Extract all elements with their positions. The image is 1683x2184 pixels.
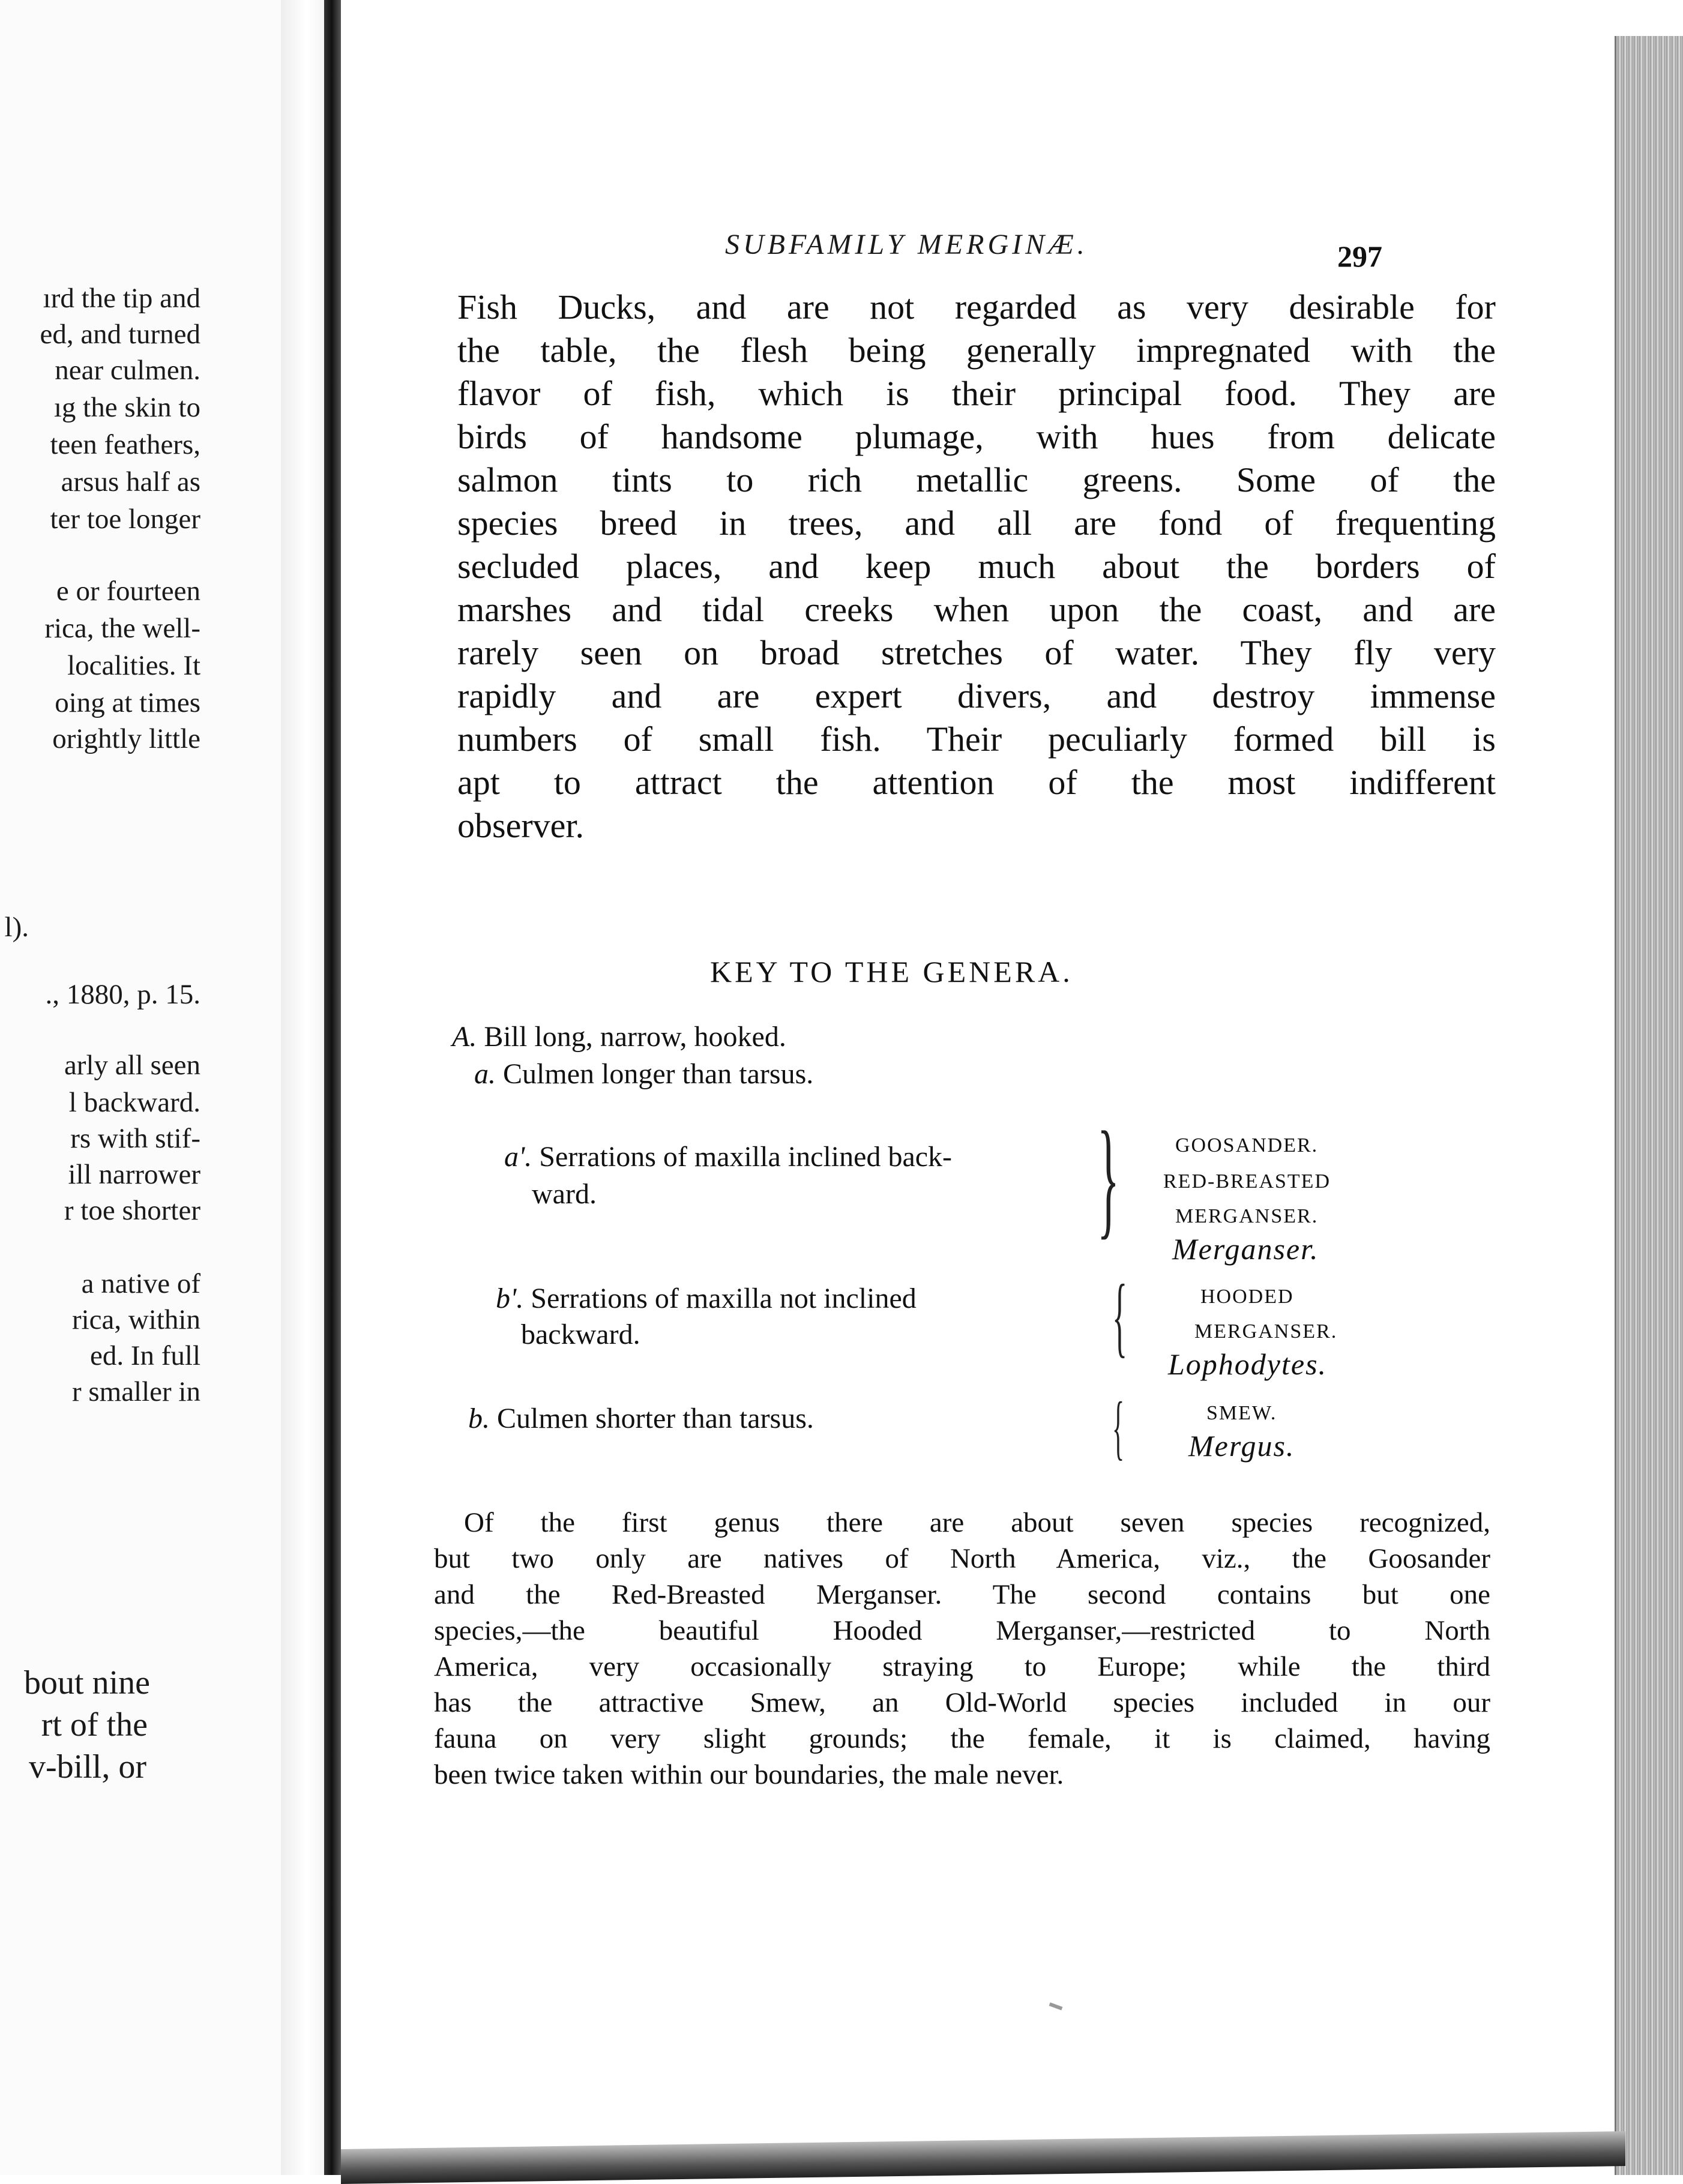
page-number: 297 [1337,239,1382,273]
left-page-line: a native of [81,1268,200,1299]
left-page-line: rica, the well- [44,613,200,644]
paragraph-line: secluded places, and keep much about the borders of [457,547,1496,586]
closing-paragraph-line: fauna on very slight grounds; the female, it is claimed, having [434,1723,1490,1754]
paragraph-line: birds of handsome plumage, with hues from delicate [457,417,1496,456]
left-page-line: localities. It [67,650,200,681]
key-text: Bill long, narrow, hooked. [484,1021,786,1053]
key-text: Serrations of maxilla inclined back- [539,1141,953,1173]
key-entry-b-prime [496,1282,917,1315]
gutter-shadow [281,0,324,2175]
paragraph-line: salmon tints to rich metallic greens. Some of the [457,460,1496,499]
paragraph-line: flavor of fish, which is their principal food. They are [457,374,1496,413]
key-entry-a-prime [504,1140,952,1173]
left-page-line: arly all seen [64,1050,200,1081]
left-page-line: ıg the skin to [53,392,200,423]
left-page-line: teen feathers, [50,429,200,460]
closing-paragraph-line: has the attractive Smew, an Old-World species included in our [434,1687,1490,1718]
key-entry-b [468,1402,814,1435]
left-page-line: rica, within [71,1304,200,1335]
closing-paragraph-line: but two only are natives of North America, viz., the Goosander [434,1543,1490,1574]
paragraph-line: Fish Ducks, and are not regarded as very desirable for [457,287,1496,326]
paragraph-line: numbers of small fish. Their peculiarly formed bill is [457,720,1496,759]
running-head: SUBFAMILY MERGINÆ. [725,229,1088,260]
key-letter: b. [468,1403,490,1434]
result-name: SMEW. [1206,1402,1277,1424]
closing-paragraph-line: America, very occasionally straying to Europe; while the third [434,1651,1490,1682]
left-page-line: rs with stif- [70,1123,200,1154]
left-page-line: ırd the tip and [43,283,200,314]
ink-speck [1049,2002,1063,2010]
page-edge [1615,36,1683,2175]
left-page-line: ed. In full [89,1340,200,1371]
key-letter: a'. [504,1141,532,1173]
brace-icon: } [1097,1104,1119,1251]
paragraph-line: marshes and tidal creeks when upon the coast, and are [457,590,1496,629]
left-page-line: arsus half as [61,466,200,498]
key-letter: b'. [496,1283,524,1314]
book-gutter [324,0,341,2175]
closing-paragraph-line: species,—the beautiful Hooded Merganser,—restricted to North [434,1615,1490,1646]
left-page-line: ed, and turned [40,319,200,350]
left-page-line: l backward. [68,1087,200,1118]
right-page [341,0,1649,2175]
key-heading: KEY TO THE GENERA. [710,955,1073,988]
key-text: Culmen shorter than tarsus. [497,1403,814,1434]
paragraph-line: rarely seen on broad stretches of water. They fly very [457,633,1496,672]
left-page-line: near culmen. [55,355,200,386]
key-letter: A. [452,1021,477,1053]
left-page-line: ., 1880, p. 15. [45,979,200,1010]
closing-paragraph-line: Of the first genus there are about seven species recognized, [464,1507,1490,1538]
key-text: Serrations of maxilla not inclined [531,1283,917,1314]
result-name: RED-BREASTED [1163,1170,1331,1193]
result-name: HOODED [1200,1286,1294,1308]
left-page-line: ill narrower [68,1159,200,1190]
left-page-line: v-bill, or [29,1748,146,1785]
left-page-line: ter toe longer [50,504,200,535]
left-page-line: orightly little [52,723,200,754]
left-page-line: bout nine [24,1664,150,1701]
result-genus: Mergus. [1188,1429,1295,1463]
brace-icon: { [1112,1266,1128,1366]
result-genus: Lophodytes. [1168,1347,1328,1381]
left-page-line: r toe shorter [64,1195,200,1226]
result-name: GOOSANDER. [1175,1134,1319,1157]
result-name: MERGANSER. [1175,1205,1319,1227]
key-entry-A [452,1020,786,1053]
left-page-line: rt of the [41,1706,148,1743]
paragraph-line: rapidly and are expert divers, and destroy immense [457,676,1496,715]
left-page-line: r smaller in [71,1376,200,1407]
key-entry-a-prime-cont: ward. [532,1178,597,1210]
paragraph-line: species breed in trees, and all are fond of frequenting [457,504,1496,543]
key-entry-b-prime-cont: backward. [521,1319,640,1350]
result-genus: Merganser. [1172,1232,1319,1266]
key-entry-a [474,1057,813,1090]
key-text: Culmen longer than tarsus. [503,1058,814,1090]
result-name: MERGANSER. [1194,1320,1338,1343]
key-letter: a. [474,1058,496,1090]
left-page [0,0,282,2175]
paragraph-line: apt to attract the attention of the most indifferent [457,763,1496,802]
paragraph-line: observer. [457,806,584,845]
closing-paragraph-line: and the Red-Breasted Merganser. The second contains but one [434,1579,1490,1610]
paragraph-line: the table, the flesh being generally impregnated with the [457,331,1496,370]
brace-icon: { [1112,1387,1125,1467]
left-page-line: oing at times [55,687,200,718]
left-page-line: l). [4,912,29,943]
left-page-line: e or fourteen [56,576,200,607]
closing-paragraph-line: been twice taken within our boundaries, the male never. [434,1759,1064,1790]
